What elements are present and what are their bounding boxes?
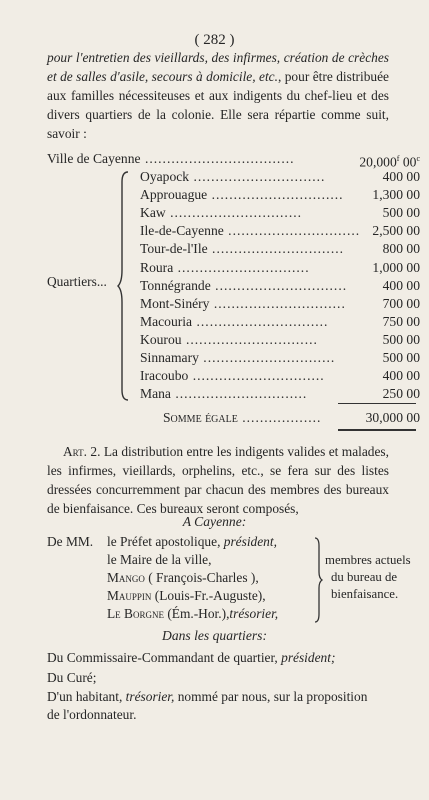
member-4: Mauppin (Louis-Fr.-Auguste), [107,588,266,603]
quartier-amount: 500 00 [382,205,420,221]
quartier-row: Sinnamary .............................. 500 00 [140,350,420,365]
member-3: Mango ( François-Charles ), [107,570,259,585]
quartier-row: Oyapock .............................. 400 00 [140,169,420,184]
cayenne-heading: A Cayenne: [182,514,247,529]
quartier-name: Kaw [140,205,166,221]
article-2-label: Art. 2. [63,444,101,459]
quartiers-brace [118,170,132,402]
quartier-row: Kaw .............................. 500 00 [140,205,420,221]
quartier-row: Macouria .............................. 750 00 [140,313,420,329]
quartier-name: Kourou [140,331,182,347]
quartiers-label: Quartiers... [47,274,107,289]
quartier-row: Approuague .............................. 1,300 00 [140,187,420,203]
side-note-1: membres actuels [325,553,411,567]
article-2-paragraph [47,442,389,518]
quartier-amount: 700 00 [382,295,420,311]
total-label: Somme égale [163,410,238,425]
total-row: Somme égale .................. 30,000 00 [163,410,420,425]
de-mm-label: De MM. [47,534,94,549]
q-line-2: Du Curé; [47,670,97,685]
ville-amount: 20,000$^f$ 00$^c$ [359,154,420,170]
member-5: Le Borgne (Ém.-Hor.),trésorier, [107,606,279,621]
q-line-3: D'un habitant, trésorier, nommé par nous, sur la proposition [47,689,368,704]
members-brace [313,536,323,624]
total-double-rule [338,429,416,431]
side-note-2: du bureau de [331,570,398,584]
quartier-row: Mana .............................. 250 00 [140,386,420,402]
side-note-3: bienfaisance. [331,587,399,601]
quartier-name: Ile-de-Cayenne [140,223,224,239]
ville-label: Ville de Cayenne [47,151,141,166]
total-amount: 30,000 00 [365,410,420,425]
quartiers-heading: Dans les quartiers: [162,628,267,643]
quartier-name: Oyapock [140,169,190,184]
intro-text: , pour être distribuée aux familles nécessiteuses et aux indigents du chef-lieu et des divers quartiers de la colonie. Elle sera répartie comme suit, savoir : [47,69,389,141]
quartier-row: Roura .............................. 1,000 00 [140,259,420,275]
quartier-amount: 500 00 [382,350,420,365]
quartier-name: Iracoubo [140,368,189,384]
quartier-row: Tonnégrande .............................. 400 00 [140,277,420,293]
q-line-4: de l'ordonnateur. [47,707,137,722]
intro-paragraph [47,48,389,143]
member-2: le Maire de la ville, [107,552,212,567]
quartier-name: Tour-de-l'Ile [140,241,208,257]
intro-italic: pour l'entretien des vieillards, des infirmes, création de crèches et de salles d'asile, secours à domicile, etc. [47,50,389,84]
quartier-row: Mont-Sinéry .............................. 700 00 [140,295,420,311]
quartier-amount: 1,000 00 [372,259,420,275]
ville-row: Ville de Cayenne .................................. 20,000$^f$ 00$^c$ [47,151,420,170]
member-1: le Préfet apostolique, président, [107,534,277,549]
quartier-amount: 1,300 00 [372,187,420,203]
q-line-1: Du Commissaire-Commandant de quartier, président; [47,650,336,665]
quartier-amount: 500 00 [382,331,420,347]
quartier-amount: 750 00 [382,313,420,329]
quartier-name: Approuague [140,187,208,203]
quartier-amount: 800 00 [382,241,420,257]
quartier-row: Kourou .............................. 500 00 [140,331,420,347]
quartier-name: Roura [140,259,174,275]
quartier-name: Mana [140,386,171,402]
quartier-amount: 2,500 00 [372,223,420,239]
quartier-amount: 400 00 [382,169,420,184]
quartier-row: Tour-de-l'Ile .............................. 800 00 [140,241,420,257]
quartier-name: Tonnégrande [140,277,211,293]
quartier-name: Mont-Sinéry [140,295,210,311]
quartier-amount: 400 00 [382,368,420,384]
page-number: ( 282 ) [194,32,235,48]
quartier-row: Iracoubo .............................. 400 00 [140,368,420,384]
quartier-name: Macouria [140,313,193,329]
quartier-row: Ile-de-Cayenne .............................. 2,500 00 [140,223,420,239]
quartier-amount: 400 00 [382,277,420,293]
quartier-amount: 250 00 [382,386,420,402]
article-2-text: La distribution entre les indigents valides et malades, les infirmes, vieillards, orphelins, etc., se fera sur des listes dressées concurremment par chacun des membres des bureaux de bienfaisance. Ces bureaux seront composés, [47,444,389,516]
quartier-name: Sinnamary [140,350,199,365]
total-rule [338,403,416,404]
